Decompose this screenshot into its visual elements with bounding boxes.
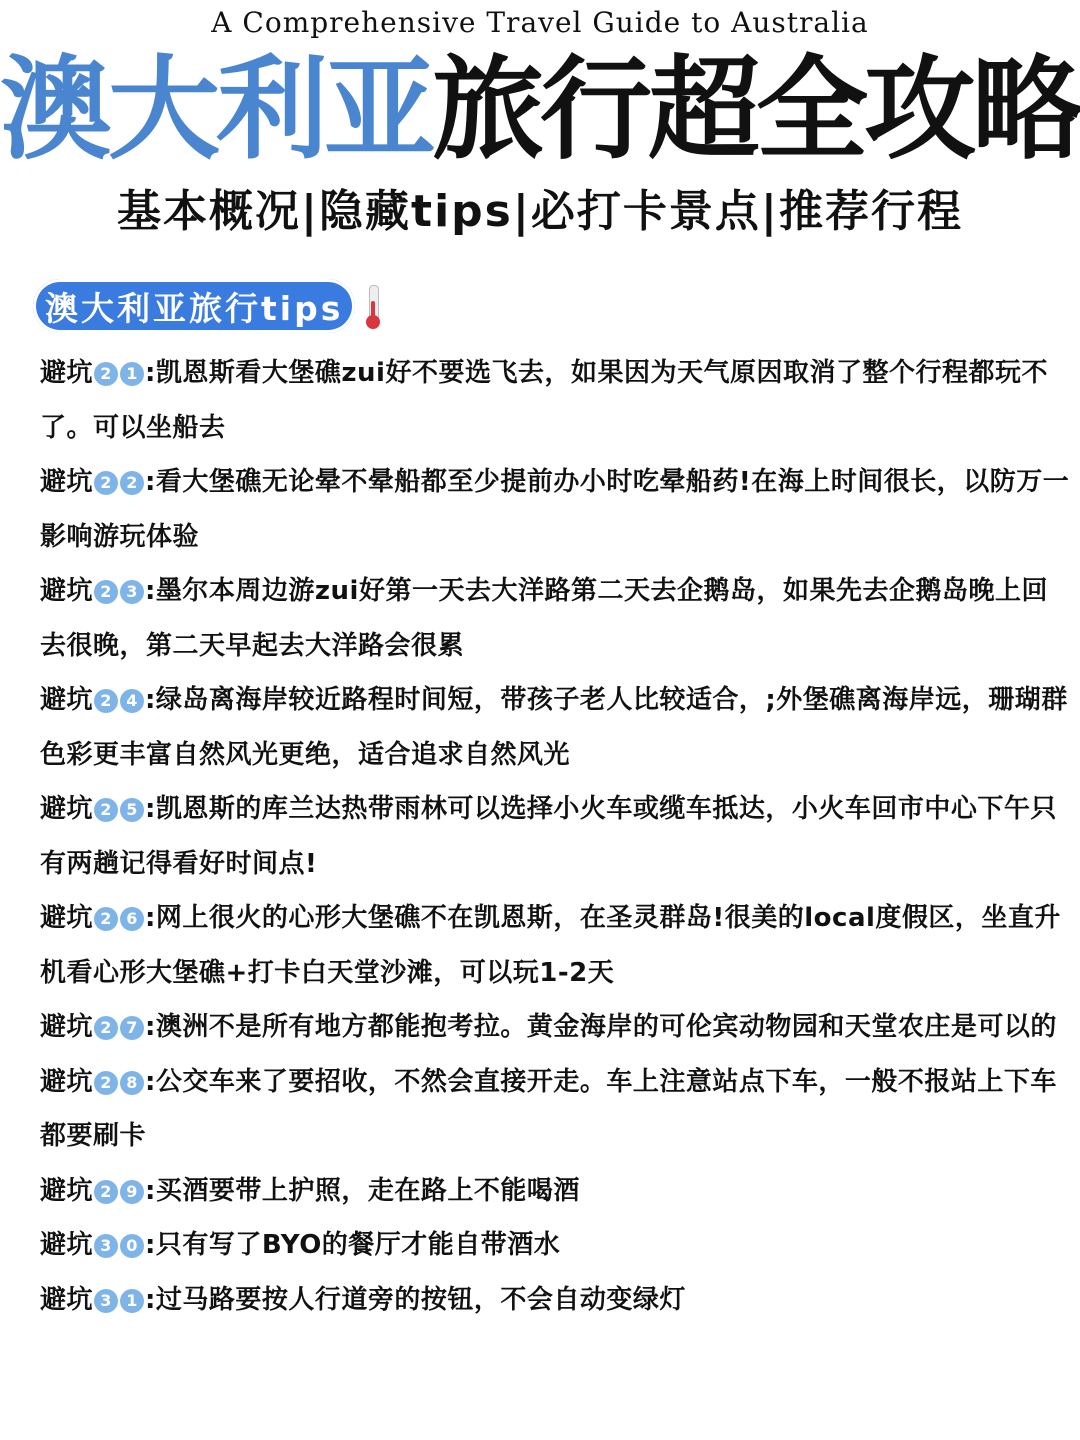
number-badge: 2 — [94, 689, 118, 713]
tip-text: :凯恩斯的库兰达热带雨林可以选择小火车或缆车抵达，小火车回市中心下午只有两趟记得看好时间点! — [40, 794, 1057, 879]
number-badge: 2 — [94, 1071, 118, 1095]
tip-text: :只有写了BYO的餐厅才能自带酒水 — [145, 1230, 561, 1260]
tip-prefix: 避坑 — [40, 685, 94, 715]
number-badge: 3 — [94, 1289, 118, 1313]
number-badge: 1 — [120, 362, 144, 386]
tip-prefix: 避坑 — [40, 903, 94, 933]
tip-item — [40, 891, 1070, 1000]
tip-item — [40, 1055, 1070, 1164]
tip-item — [40, 1164, 1070, 1219]
number-badge: 8 — [120, 1071, 144, 1095]
number-badge: 7 — [120, 1016, 144, 1040]
tagline: 基本概况|隐藏tips|必打卡景点|推荐行程 — [116, 186, 963, 237]
number-badge: 2 — [94, 362, 118, 386]
number-badge: 1 — [120, 1289, 144, 1313]
number-badge: 9 — [120, 1180, 144, 1204]
number-badge: 4 — [120, 689, 144, 713]
number-badge: 6 — [120, 907, 144, 931]
section-header — [33, 279, 381, 333]
number-badge: 3 — [120, 580, 144, 604]
tip-text: :绿岛离海岸较近路程时间短，带孩子老人比较适合，;外堡礁离海岸远，珊瑚群色彩更丰富自然风光更绝，适合追求自然风光 — [40, 685, 1068, 770]
tip-item — [40, 782, 1070, 891]
title-black-part: 旅行超全攻略 — [432, 45, 1080, 175]
tip-text: :看大堡礁无论晕不晕船都至少提前办小时吃晕船药!在海上时间很长，以防万一影响游玩体验 — [40, 467, 1070, 552]
tip-prefix: 避坑 — [40, 1284, 94, 1315]
tip-prefix: 避坑 — [40, 1230, 94, 1260]
number-badge: 2 — [94, 471, 118, 495]
tip-text: :公交车来了要招收，不然会直接开走。车上注意站点下车，一般不报站上下车都要刷卡 — [40, 1066, 1057, 1151]
tip-item — [40, 1000, 1070, 1055]
tips-list — [40, 346, 1070, 1327]
tip-prefix: 避坑 — [40, 794, 94, 824]
tip-text: :凯恩斯看大堡礁zui好不要选飞去，如果因为天气原因取消了整个行程都玩不了。可以坐船去 — [40, 358, 1048, 443]
number-badge: 2 — [94, 907, 118, 931]
tip-prefix: 避坑 — [40, 1175, 94, 1206]
tip-prefix: 避坑 — [40, 1012, 94, 1042]
number-badge: 2 — [94, 1016, 118, 1040]
title-blue-part: 澳大利亚 — [0, 45, 432, 175]
number-badge: 0 — [120, 1234, 144, 1258]
number-badge: 3 — [94, 1234, 118, 1258]
tip-text: :买酒要带上护照，走在路上不能喝酒 — [145, 1175, 580, 1206]
tip-item — [40, 1218, 1070, 1273]
number-badge: 2 — [94, 798, 118, 822]
section-pill-label: 澳大利亚旅行tips — [33, 279, 355, 333]
tip-text: :墨尔本周边游zui好第一天去大洋路第二天去企鹅岛，如果先去企鹅岛晚上回去很晚，第二天早起去大洋路会很累 — [40, 576, 1048, 661]
tip-prefix: 避坑 — [40, 576, 94, 606]
tip-prefix: 避坑 — [40, 467, 94, 497]
page-title — [0, 45, 1080, 175]
tip-prefix: 避坑 — [40, 1066, 94, 1097]
number-badge: 5 — [120, 798, 144, 822]
tip-text: :澳洲不是所有地方都能抱考拉。黄金海岸的可伦宾动物园和天堂农庄是可以的 — [145, 1012, 1057, 1042]
tip-item — [40, 673, 1070, 782]
tip-item — [40, 564, 1070, 673]
tip-text: :过马路要按人行道旁的按钮，不会自动变绿灯 — [145, 1284, 686, 1315]
thermometer-icon — [365, 283, 381, 329]
tip-item — [40, 346, 1070, 455]
tip-item — [40, 455, 1070, 564]
tip-text: :网上很火的心形大堡礁不在凯恩斯，在圣灵群岛!很美的local度假区，坐直升机看心形大堡礁+打卡白天堂沙滩，可以玩1-2天 — [40, 903, 1061, 988]
english-subtitle: A Comprehensive Travel Guide to Australia — [211, 6, 869, 39]
tip-item — [40, 1273, 1070, 1328]
number-badge: 2 — [120, 471, 144, 495]
number-badge: 2 — [94, 1180, 118, 1204]
tip-prefix: 避坑 — [40, 358, 94, 388]
number-badge: 2 — [94, 580, 118, 604]
